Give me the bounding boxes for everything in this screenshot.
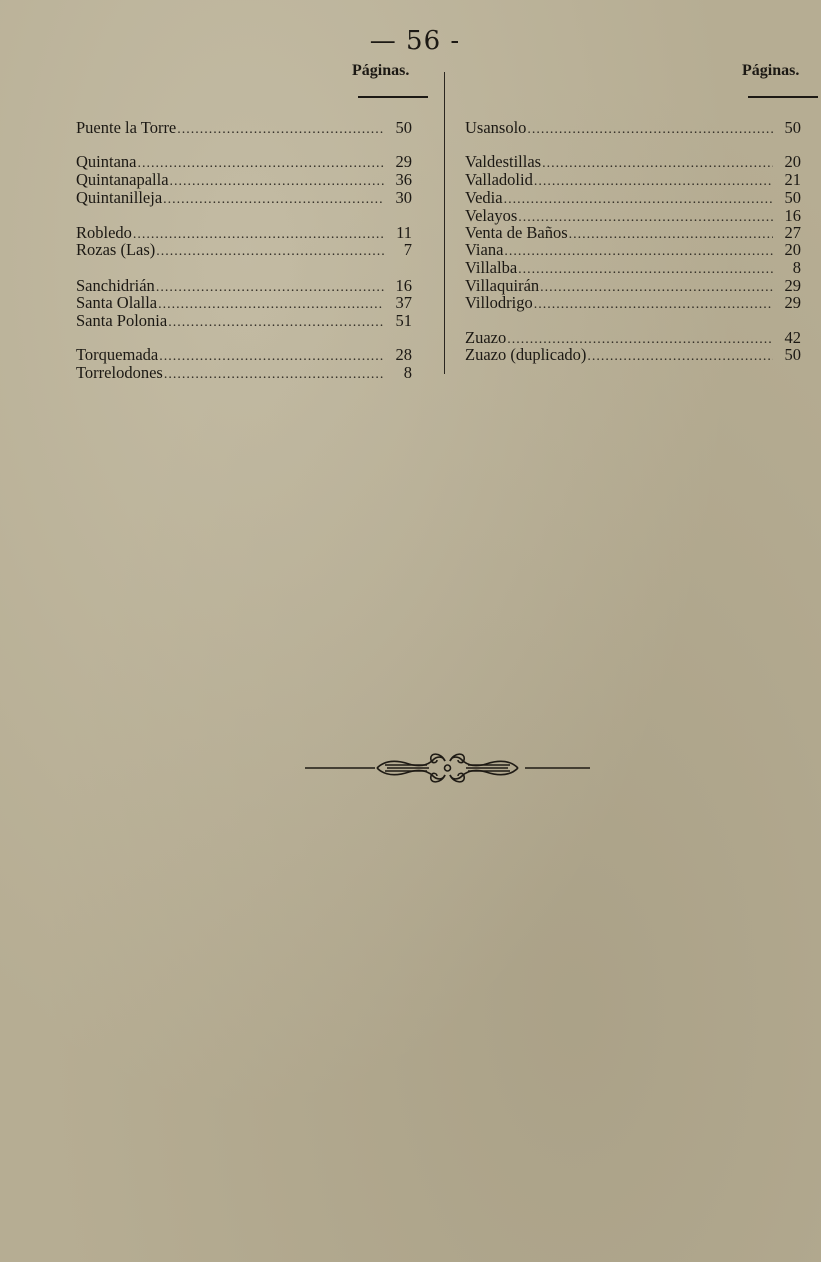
entry-page: 8: [403, 363, 412, 382]
entry-page: 50: [784, 118, 801, 137]
entry-page: 29: [784, 276, 801, 295]
leader-dots: [587, 347, 773, 367]
entry-page: 11: [396, 223, 412, 242]
entry-name: Villalba: [465, 258, 518, 277]
entry-name: Santa Olalla: [76, 293, 158, 312]
column-header-right: Páginas.: [742, 62, 800, 79]
entry-page: 36: [395, 170, 412, 189]
index-entry: [76, 240, 412, 260]
entry-page: 29: [395, 152, 412, 171]
page-number: — 56 -: [369, 26, 461, 56]
index-entry: [76, 170, 412, 190]
index-entry: [76, 152, 412, 172]
entry-page: 20: [784, 152, 801, 171]
leader-dots: [177, 120, 384, 140]
entry-page: 16: [395, 276, 412, 295]
header-rule-left: [358, 96, 428, 98]
index-entry: [465, 258, 801, 278]
entry-name: Zuazo (duplicado): [465, 345, 587, 364]
entry-page: 30: [395, 188, 412, 207]
entry-name: Torquemada: [76, 345, 159, 364]
leader-dots: [168, 313, 384, 333]
entry-name: Velayos: [465, 206, 518, 225]
entry-page: 29: [784, 293, 801, 312]
column-divider: [444, 72, 445, 374]
entry-name: Robledo: [76, 223, 132, 242]
entry-page: 50: [395, 118, 412, 137]
index-entry: [465, 152, 801, 172]
entry-page: 51: [395, 311, 412, 330]
index-entry: [465, 170, 801, 190]
index-entry: [76, 293, 412, 313]
index-entry: [465, 293, 801, 313]
entry-name: Venta de Baños: [465, 223, 568, 242]
entry-page: 21: [784, 170, 801, 189]
index-entry: [465, 240, 801, 260]
entry-page: 8: [792, 258, 801, 277]
entry-page: 20: [784, 240, 801, 259]
header-rule-right: [748, 96, 818, 98]
entry-name: Sanchidrián: [76, 276, 155, 295]
entry-name: Valdestillas: [465, 152, 542, 171]
entry-page: 50: [784, 188, 801, 207]
entry-name: Usansolo: [465, 118, 527, 137]
entry-name: Quintanilleja: [76, 188, 163, 207]
entry-name: Quintanapalla: [76, 170, 169, 189]
leader-dots: [163, 190, 384, 210]
entry-name: Quintana: [76, 152, 137, 171]
leader-dots: [534, 295, 773, 315]
entry-name: Villodrigo: [465, 293, 533, 312]
ornament-divider: [305, 748, 590, 788]
index-entry: [76, 118, 412, 138]
leader-dots: [164, 365, 384, 385]
entry-name: Torrelodones: [76, 363, 163, 382]
entry-name: Puente la Torre: [76, 118, 177, 137]
leader-dots: [156, 242, 384, 262]
entry-name: Viana: [465, 240, 504, 259]
entry-page: 37: [395, 293, 412, 312]
index-entry: [76, 345, 412, 365]
entry-name: Santa Polonia: [76, 311, 168, 330]
entry-name: Rozas (Las): [76, 240, 156, 259]
entry-name: Valladolid: [465, 170, 533, 189]
entry-page: 27: [784, 223, 801, 242]
index-entry: [76, 311, 412, 331]
index-entry: [76, 188, 412, 208]
entry-name: Vedia: [465, 188, 503, 207]
leader-dots: [527, 120, 773, 140]
entry-page: 42: [784, 328, 801, 347]
entry-page: 50: [784, 345, 801, 364]
index-entry: [465, 188, 801, 208]
entry-page: 16: [784, 206, 801, 225]
index-entry: [76, 363, 412, 383]
index-entry: [465, 118, 801, 138]
entry-page: 28: [395, 345, 412, 364]
column-header-left: Páginas.: [352, 62, 410, 79]
entry-name: Villaquirán: [465, 276, 540, 295]
entry-name: Zuazo: [465, 328, 507, 347]
entry-page: 7: [403, 240, 412, 259]
index-entry: [465, 345, 801, 365]
